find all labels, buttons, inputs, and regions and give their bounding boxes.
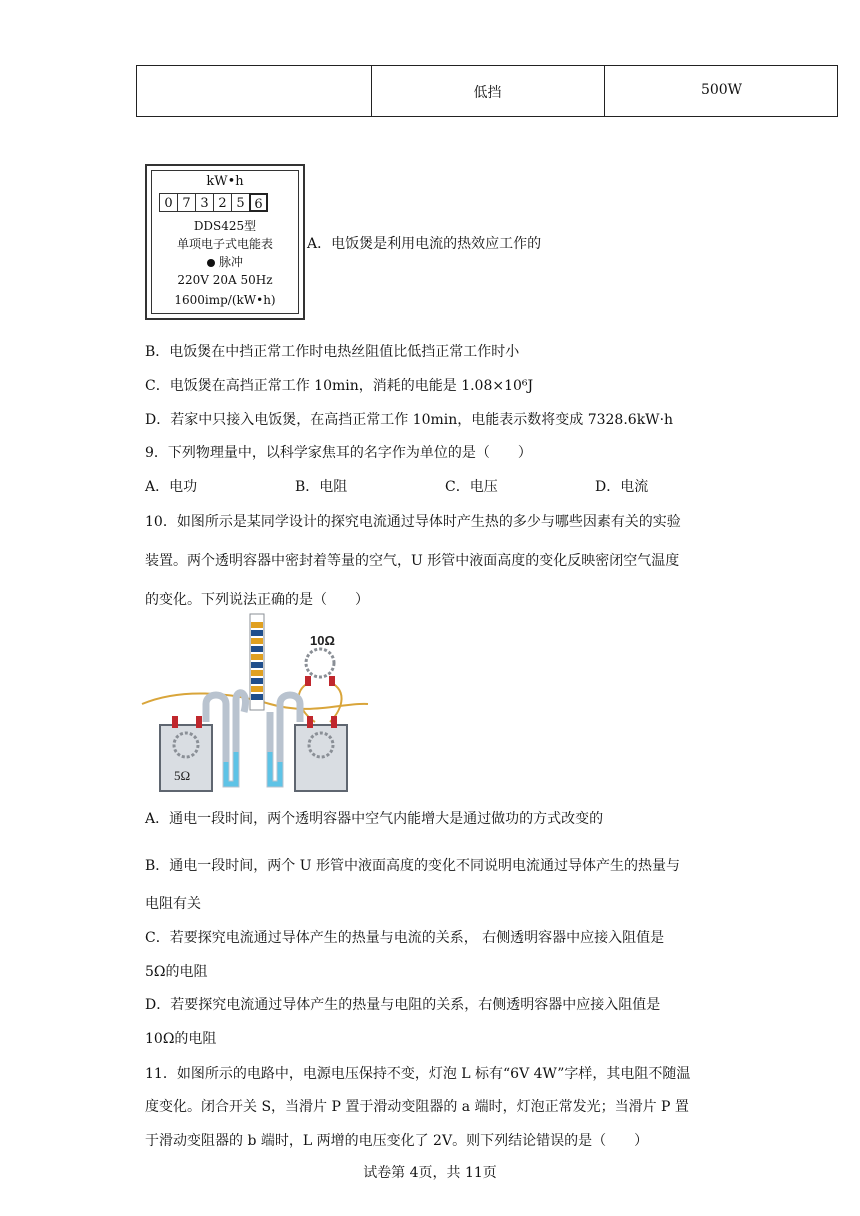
- meter-model: DDS425型: [193, 219, 257, 233]
- q9-option-c: C．电压: [445, 479, 498, 495]
- q9-stem: 9．下列物理量中，以科学家焦耳的名字作为单位的是（ ）: [145, 445, 532, 461]
- external-resistor-coil: [306, 649, 334, 677]
- q8-option-a: A．电饭煲是利用电流的热效应工作的: [307, 236, 542, 252]
- external-terminal: [329, 676, 335, 686]
- power-value-cell: 500W: [700, 82, 743, 98]
- q10-option-d-line: D．若要探究电流通过导体产生的热量与电阻的关系，右侧透明容器中应接入阻值是: [145, 997, 661, 1013]
- external-resistor-label: 10Ω: [310, 633, 335, 648]
- meter-inner-frame: [151, 170, 299, 314]
- meter-digit: 7: [177, 193, 196, 212]
- q11-stem-line: 于滑动变阻器的 b 端时，L 两增的电压变化了 2V。则下列结论错误的是（ ）: [145, 1133, 649, 1149]
- meter-name: 单项电子式电能表: [176, 237, 273, 251]
- q10-stem-line: 的变化。下列说法正确的是（ ）: [145, 592, 369, 608]
- pulse-dot-icon: [207, 259, 215, 267]
- meter-digit: 2: [213, 193, 232, 212]
- meter-pulse: 脉冲: [152, 253, 298, 270]
- energy-meter-figure: [145, 164, 305, 320]
- q10-stem-line: 10．如图所示是某同学设计的探究电流通过导体时产生热的多少与哪些因素有关的实验: [145, 514, 681, 530]
- right-terminal: [331, 716, 337, 728]
- q11-stem-line: 11．如图所示的电路中，电源电压保持不变，灯泡 L 标有“6V 4W”字样，其电阻不随温: [145, 1066, 691, 1082]
- joule-heating-apparatus-figure: [140, 612, 370, 794]
- q9-option-d: D．电流: [595, 479, 649, 495]
- left-resistor-label: 5Ω: [174, 768, 191, 783]
- spec-table-row: [136, 65, 838, 117]
- q10-option-b-line: 电阻有关: [145, 896, 201, 912]
- right-terminal: [307, 716, 313, 728]
- left-terminal: [172, 716, 178, 728]
- meter-unit: kW•h: [206, 174, 244, 189]
- meter-digit: 0: [159, 193, 178, 212]
- q10-option-c-line: C．若要探究电流通过导体产生的热量与电流的关系， 右侧透明容器中应接入阻值是: [145, 930, 665, 946]
- meter-digit: 5: [231, 193, 250, 212]
- q9-option-a: A．电功: [145, 479, 198, 495]
- right-container: [295, 725, 347, 791]
- q10-stem-line: 装置。两个透明容器中密封着等量的空气，U 形管中液面高度的变化反映密闭空气温度: [145, 553, 680, 569]
- meter-digit: 3: [195, 193, 214, 212]
- meter-digits: [160, 193, 268, 212]
- q10-option-b-line: B．通电一段时间，两个 U 形管中液面高度的变化不同说明电流通过导体产生的热量与: [145, 858, 680, 874]
- left-terminal: [196, 716, 202, 728]
- q8-option-c: C．电饭煲在高挡正常工作 10min，消耗的电能是 1.08×10⁶J: [145, 378, 534, 394]
- page-footer: 试卷第 4页，共 11页: [363, 1165, 497, 1181]
- q11-stem-line: 度变化。闭合开关 S，当滑片 P 置于滑动变阻器的 a 端时，灯泡正常发光；当滑片 P 置: [145, 1099, 689, 1115]
- meter-spec: 220V 20A 50Hz: [177, 273, 273, 287]
- external-terminal: [305, 676, 311, 686]
- q8-option-b: B．电饭煲在中挡正常工作时电热丝阻值比低挡正常工作时小: [145, 344, 520, 360]
- q9-option-b: B．电阻: [295, 479, 348, 495]
- q10-option-c-line: 5Ω的电阻: [145, 964, 208, 980]
- gear-label-cell: 低挡: [473, 85, 502, 101]
- q8-option-d: D．若家中只接入电饭煲，在高挡正常工作 10min，电能表示数将变成 7328.6kW·h: [145, 412, 674, 428]
- meter-constant: 1600imp/(kW•h): [174, 293, 276, 307]
- q10-option-d-line: 10Ω的电阻: [145, 1031, 217, 1047]
- meter-digit-decimal: 6: [249, 193, 268, 212]
- q10-option-a: A．通电一段时间，两个透明容器中空气内能增大是通过做功的方式改变的: [145, 811, 604, 827]
